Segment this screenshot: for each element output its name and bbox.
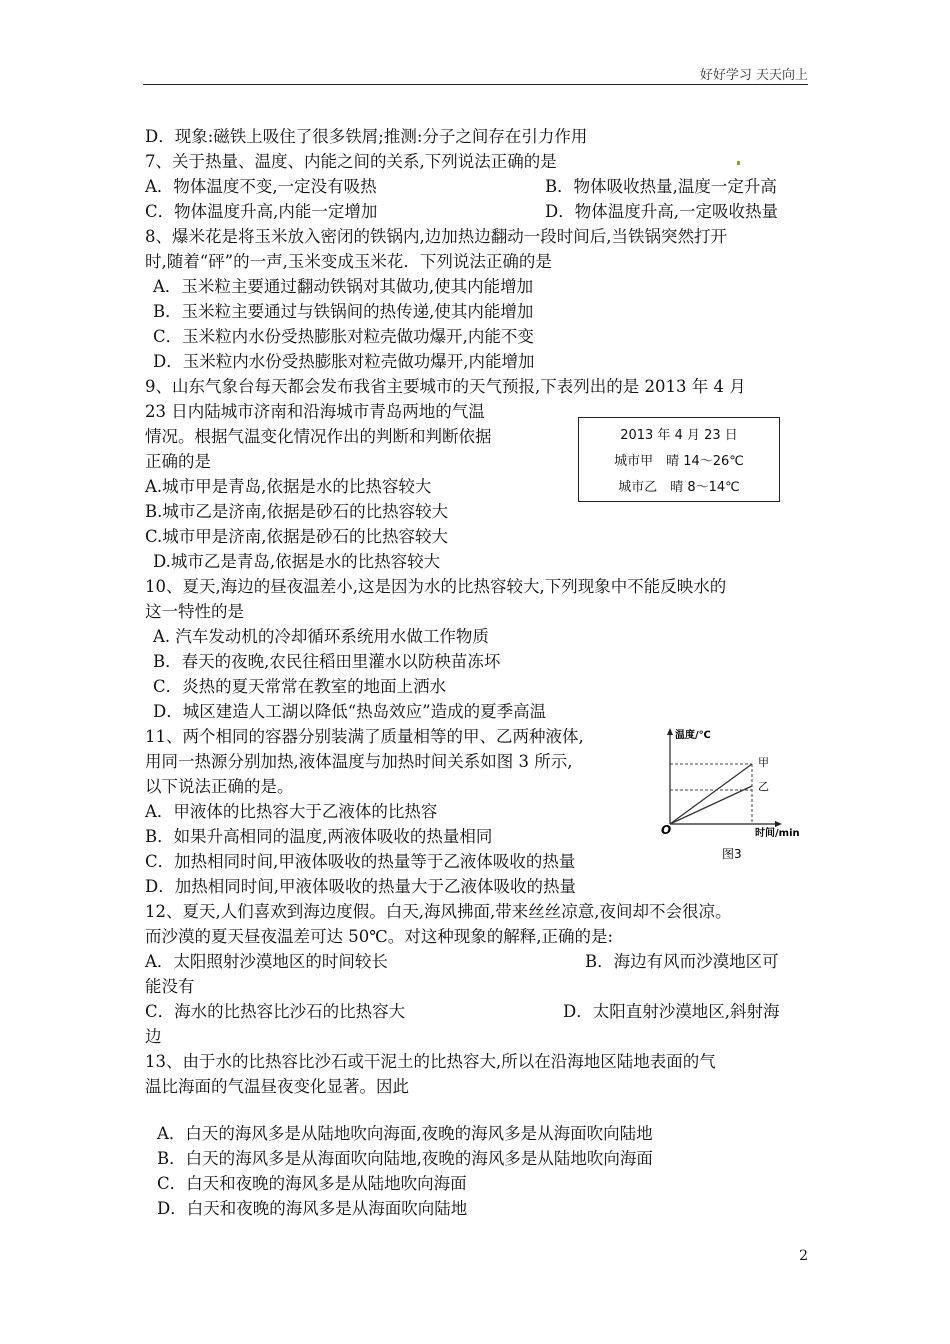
q9-stem-4: 正确的是 — [145, 452, 211, 471]
q11-option-d: D．加热相同时间,甲液体吸收的热量大于乙液体吸收的热量 — [145, 877, 576, 896]
speck-mark — [737, 161, 740, 165]
series-label-jia: 甲 — [758, 756, 769, 769]
q12-option-d-cont: 边 — [145, 1027, 162, 1046]
q8-stem-2: 时,随着“砰”的一声,玉米变成玉米花．下列说法正确的是 — [145, 252, 552, 271]
q9-option-c: C.城市甲是济南,依据是砂石的比热容较大 — [145, 527, 449, 546]
q10-option-b: B．春天的夜晚,农民往稻田里灌水以防秧苗冻坏 — [153, 652, 501, 671]
page-number: 2 — [799, 1248, 808, 1264]
q11-option-a: A．甲液体的比热容大于乙液体的比热容 — [145, 802, 438, 821]
q13-option-d: D．白天和夜晚的海风多是从海面吹向陆地 — [157, 1199, 468, 1218]
q7-stem: 7、关于热量、温度、内能之间的关系,下列说法正确的是 — [145, 149, 810, 174]
q6-option-d: D．现象:磁铁上吸住了很多铁屑;推测:分子之间存在引力作用 — [145, 127, 588, 146]
q12-stem-1: 12、夏天,人们喜欢到海边度假。白天,海风拂面,带来丝丝凉意,夜间却不会很凉。 — [145, 902, 732, 921]
q9-option-a: A.城市甲是青岛,依据是水的比热容较大 — [145, 477, 432, 496]
series-line-jia — [670, 764, 752, 824]
q12-options-ab: A．太阳照射沙漠地区的时间较长 B．海边有风而沙漠地区可 — [145, 952, 779, 971]
weather-row-city-b: 城市乙 晴 8～14℃ — [618, 480, 740, 495]
q13-stem-2: 温比海面的气温昼夜变化显著。因此 — [145, 1077, 409, 1096]
q9-stem-3: 情况。根据气温变化情况作出的判断和判断依据 — [145, 427, 492, 446]
series-label-yi: 乙 — [758, 780, 769, 793]
q10-option-d: D．城区建造人工湖以降低“热岛效应”造成的夏季高温 — [153, 702, 547, 721]
q11-stem-2: 用同一热源分别加热,液体温度与加热时间关系如图 3 所示, — [145, 752, 573, 771]
q8-option-c: C．玉米粒内水份受热膨胀对粒壳做功爆开,内能不变 — [153, 327, 534, 346]
q12-option-b-cont: 能没有 — [145, 977, 195, 996]
q13-stem-1: 13、由于水的比热容比沙石或干泥土的比热容大,所以在沿海地区陆地表面的气 — [145, 1052, 716, 1071]
q9-option-d: D.城市乙是青岛,依据是水的比热容较大 — [153, 552, 441, 571]
series-line-yi — [670, 786, 752, 824]
q13-option-c: C．白天和夜晚的海风多是从陆地吹向海面 — [157, 1174, 467, 1193]
weather-table — [578, 417, 780, 502]
q10-stem-2: 这一特性的是 — [145, 602, 244, 621]
q7-options-cd: C．物体温度升高,内能一定增加 D．物体温度升高,一定吸收热量 — [145, 202, 778, 221]
q11-stem-1: 11、两个相同的容器分别装满了质量相等的甲、乙两种液体, — [145, 727, 584, 746]
weather-date: 2013 年 4 月 23 日 — [620, 428, 738, 443]
q8-option-a: A．玉米粒主要通过翻动铁锅对其做功,使其内能增加 — [153, 277, 534, 296]
x-axis-label: 时间/min — [755, 828, 800, 839]
q9-stem-1: 9、山东气象台每天都会发布我省主要城市的天气预报,下表列出的是 2013 年 4 月 — [145, 377, 746, 396]
figure-caption: 图3 — [722, 847, 742, 861]
q7-options-ab: A．物体温度不变,一定没有吸热 B．物体吸收热量,温度一定升高 — [145, 177, 777, 196]
q10-option-a: A. 汽车发动机的冷却循环系统用水做工作物质 — [153, 627, 489, 646]
q8-option-d: D．玉米粒内水份受热膨胀对粒壳做功爆开,内能增加 — [153, 352, 535, 371]
origin-label: O — [661, 823, 672, 837]
weather-row-city-a: 城市甲 晴 14～26℃ — [614, 454, 744, 469]
q12-stem-2: 而沙漠的夏天昼夜温差可达 50℃。对这种现象的解释,正确的是: — [145, 927, 614, 946]
q9-stem-2: 23 日内陆城市济南和沿海城市青岛两地的气温 — [145, 402, 485, 421]
q11-option-c: C．加热相同时间,甲液体吸收的热量等于乙液体吸收的热量 — [145, 852, 576, 871]
q9-option-b: B.城市乙是济南,依据是砂石的比热容较大 — [145, 502, 449, 521]
header-motto: 好好学习 天天向上 — [699, 68, 808, 83]
x-axis-arrow — [775, 821, 782, 827]
q11-stem-3: 以下说法正确的是。 — [145, 777, 294, 796]
q10-stem-1: 10、夏天,海边的昼夜温差小,这是因为水的比热容较大,下列现象中不能反映水的 — [145, 577, 727, 596]
q12-options-cd: C．海水的比热容比沙石的比热容大 D．太阳直射沙漠地区,斜射海 — [145, 1002, 780, 1021]
y-axis-label: 温度/℃ — [675, 730, 711, 741]
y-axis-arrow — [667, 728, 673, 735]
q13-option-b: B．白天的海风多是从海面吹向陆地,夜晚的海风多是从陆地吹向海面 — [157, 1149, 653, 1168]
q8-stem-1: 8、爆米花是将玉米放入密闭的铁锅内,边加热边翻动一段时间后,当铁锅突然打开 — [145, 227, 727, 246]
q13-option-a: A．白天的海风多是从陆地吹向海面,夜晚的海风多是从海面吹向陆地 — [157, 1124, 653, 1143]
q8-option-b: B．玉米粒主要通过与铁锅间的热传递,使其内能增加 — [153, 302, 534, 321]
q10-option-c: C．炎热的夏天常常在教室的地面上洒水 — [153, 677, 447, 696]
q11-option-b: B．如果升高相同的温度,两液体吸收的热量相同 — [145, 827, 493, 846]
page-content — [145, 124, 810, 1221]
figure-3-graph — [660, 724, 812, 864]
header-rule — [143, 84, 808, 85]
